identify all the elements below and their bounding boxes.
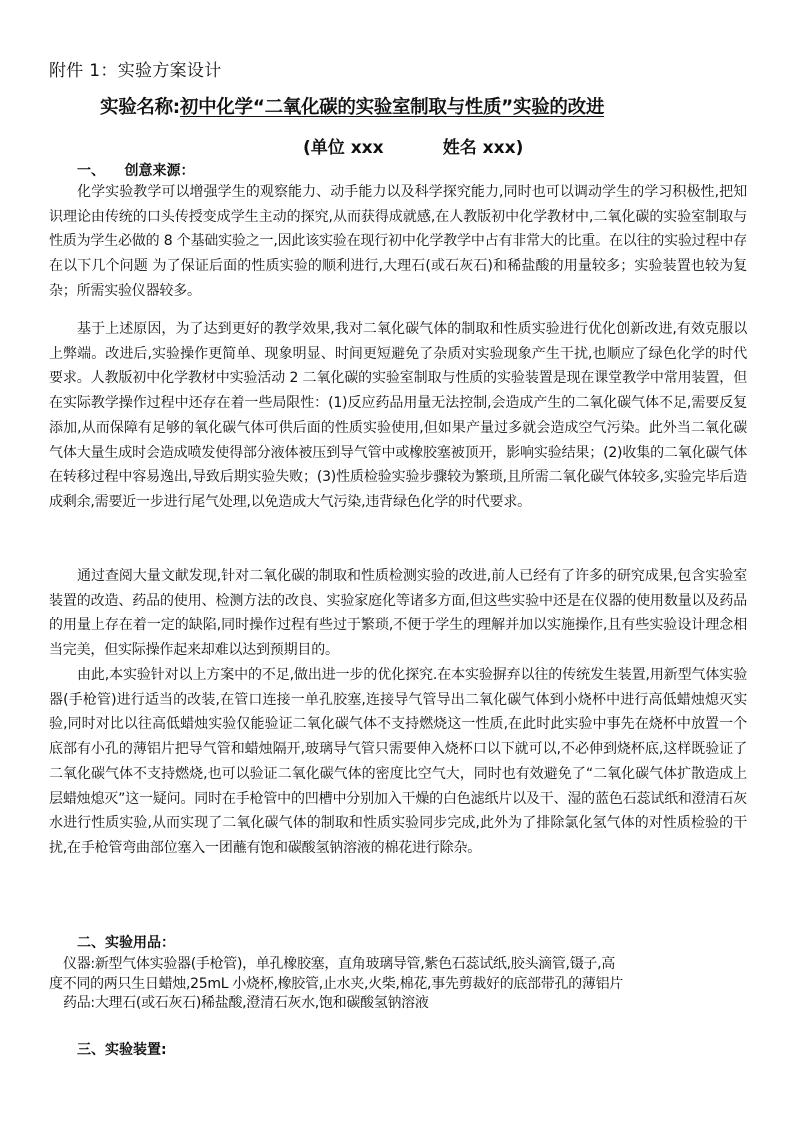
reagents-line: 药品:大理石(或石灰石)稀盐酸,澄清石灰水,饱和碳酸氢钠溶液 — [63, 995, 429, 1011]
paragraph: 通过查阅大量文献发现,针对二氧化碳的制取和性质检测实验的改进,前人已经有了许多的研究成果,包含实验室装置的改造、药品的使用、检测方法的改良、实验家庭化等诸多方面,但这些实验中还是在仪器的使用数量以及药品的用量上存在着一定的缺陷,同时操作过程有些过于繁琐,不便于学生的理解并加以实施操作,且有些实验设计理念相当完美，但实际操作起来却难以达到预期目的。 — [49, 568, 747, 659]
author-line: (单位 xxx 姓名 xxx) — [303, 138, 524, 158]
section-heading-apparatus: 三、实验装置: — [77, 1042, 167, 1058]
instruments-line-2: 度不同的两只生日蜡烛,25mL 小烧杯,橡胶管,止水夹,火柴,棉花,事先剪裁好的底部带孔的薄铝片 — [49, 975, 624, 992]
paragraph: 基于上述原因，为了达到更好的教学效果,我对二氧化碳气体的制取和性质实验进行优化创新改进,有效克服以上弊端。改进后,实验操作更简单、现象明显、时间更短避免了杂质对实验现象产生干扰,也顺应了绿色化学的时代要求。人教版初中化学教材中实验活动 2 二氧化碳的实验室制取与性质的实验装置是现在课堂教学中常用装置，但在实际教学操作过程中还存在着一些局限性：(1)反应药品用量无法控制,会造成产生的二氧化碳气体不足,需要反复添加,从而保障有足够的氧化碳气体可供后面的性质实验使用,但如果产量过多就会造成空气污染。此外当二氧化碳气体大量生成时会造成喷发使得部分液体被压到导气管中或橡胶塞被顶开，影响实验结果；(2)收集的二氧化碳气体在转移过程中容易逸出,导致后期实验失败；(3)性质检验实验步骤较为繁琐,且所需二氧化碳气体较多,实验完毕后造成剩余,需要近一步进行尾气处理,以免造成大气污染,违背绿色化学的时代要求。 — [49, 321, 747, 510]
paragraph: 由此,本实验针对以上方案中的不足,做出进一步的优化探究.在本实验摒弃以往的传统发生装置,用新型气体实验器(手枪管)进行适当的改装,在管口连接一单孔胶塞,连接导气管导出二氧化碳气体到小烧杯中进行高低蜡烛熄灭实验,同时对比以往高低蜡烛实验仅能验证二氧化碳气体不支持燃烧这一性质,在此时此实验中事先在烧杯中放置一个底部有小孔的薄铝片把导气管和蜡烛隔开,玻璃导气管只需要伸入烧杯口以下就可以,不必伸到烧杯底,这样既验证了二氧化碳气体不支持燃烧,也可以验证二氧化碳气体的密度比空气大，同时也有效避免了“二氧化碳气体扩散造成上层蜡烛熄灭”这一疑问。同时在手枪管中的凹槽中分别加入干燥的白色滤纸片以及干、湿的蓝色石蕊试纸和澄清石灰水进行性质实验,从而实现了二氧化碳气体的制取和性质实验同步完成,此外为了排除氯化氢气体的对性质检验的干扰,在手枪管弯曲部位塞入一团蘸有饱和碳酸氢钠溶液的棉花进行除杂。 — [49, 667, 747, 856]
experiment-title-main: 初中化学“二氧化碳的实验室制取与性质”实验的改进 — [179, 97, 605, 118]
section-heading-materials: 二、实验用品： — [77, 935, 175, 951]
experiment-title-prefix: 实验名称: — [100, 97, 180, 118]
paragraph: 化学实验教学可以增强学生的观察能力、动手能力以及科学探究能力,同时也可以调动学生的学习积极性,把知识理论由传统的口头传授变成学生主动的探究,从而获得成就感,在人教版初中化学教材中,二氧化碳的实验室制取与性质为学生必做的 8 个基础实验之一,因此该实验在现行初中化学教学中占有非常大的比重。在以往的实验过程中存在以下几个问题 为了保证后面的性质实验的顺利进行,大理石(或石灰石)和稀盐酸的用量较多；实验装置也较为复杂；所需实验仪器较多。 — [49, 184, 747, 299]
experiment-title — [100, 93, 740, 119]
attachment-label: 附件 1：实验方案设计 — [49, 61, 222, 81]
section-heading-creative-source: 一、 创意来源： — [77, 163, 195, 179]
materials-list — [49, 955, 753, 1014]
instruments-line-1: 仪器:新型气体实验器(手枪管)，单孔橡胶塞，直角玻璃导管,紫色石蕊试纸,胶头滴管,镊子,高 — [63, 956, 615, 972]
